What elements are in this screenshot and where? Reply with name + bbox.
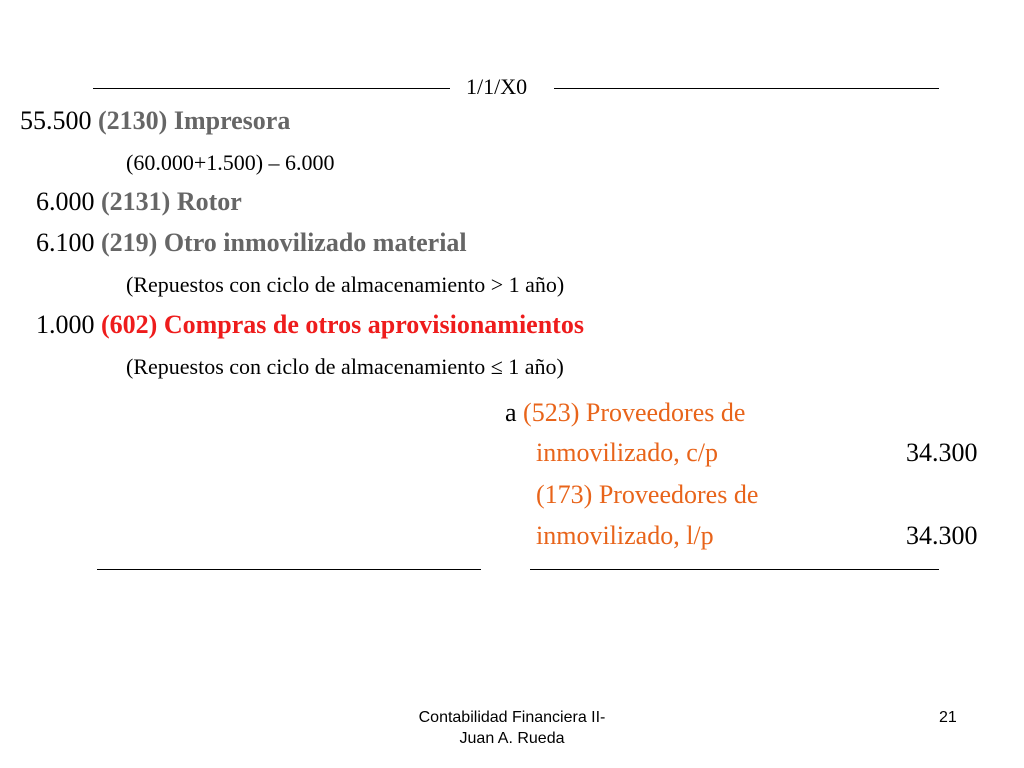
credit-account-name-cont: inmovilizado, l/p: [536, 521, 714, 550]
header-rule-left: [93, 88, 450, 89]
footer-line-2: Juan A. Rueda: [459, 730, 565, 747]
debit-note-4: (Repuestos con ciclo de almacenamiento ≤ 1 año): [126, 354, 564, 379]
debit-note-3: (Repuestos con ciclo de almacenamiento > 1 año): [126, 272, 565, 297]
debit-account-code: (219): [101, 228, 158, 257]
entry-date: 1/1/X0: [456, 74, 537, 100]
debit-account-name: Otro inmovilizado material: [163, 228, 467, 257]
bottom-rule-left: [97, 569, 481, 570]
debit-account-name: Impresora: [173, 106, 291, 135]
credit-account-name-cont: inmovilizado, c/p: [536, 438, 718, 467]
credit-amount: 34.300: [906, 438, 978, 467]
debit-line-3: [36, 228, 467, 258]
debit-account-code: (2131): [101, 187, 171, 216]
credit-line-1: [505, 398, 745, 428]
debit-amount: 6.100: [36, 228, 95, 257]
debit-note-1: (60.000+1.500) – 6.000: [126, 150, 335, 175]
debit-account-name: Rotor: [176, 187, 242, 216]
header-rule-right: [554, 88, 939, 89]
credit-prefix: a: [505, 398, 517, 427]
credit-account-name: (523) Proveedores de: [523, 398, 746, 427]
credit-amount: 34.300: [906, 521, 978, 550]
debit-amount: 6.000: [36, 187, 95, 216]
footer-line-1: Contabilidad Financiera II-: [418, 709, 606, 726]
bottom-rule-right: [530, 569, 939, 570]
debit-line-1: [20, 106, 290, 136]
page-number: 21: [939, 709, 957, 726]
debit-account-code: (2130): [98, 106, 168, 135]
footer-caption: [380, 707, 644, 749]
debit-amount: 1.000: [36, 310, 95, 339]
debit-amount: 55.500: [20, 106, 92, 135]
debit-line-4: [36, 310, 584, 340]
credit-account-name: (173) Proveedores de: [536, 480, 759, 509]
debit-line-2: [36, 187, 242, 217]
debit-account-name: Compras de otros aprovisionamientos: [163, 310, 584, 339]
debit-account-code: (602): [101, 310, 158, 339]
